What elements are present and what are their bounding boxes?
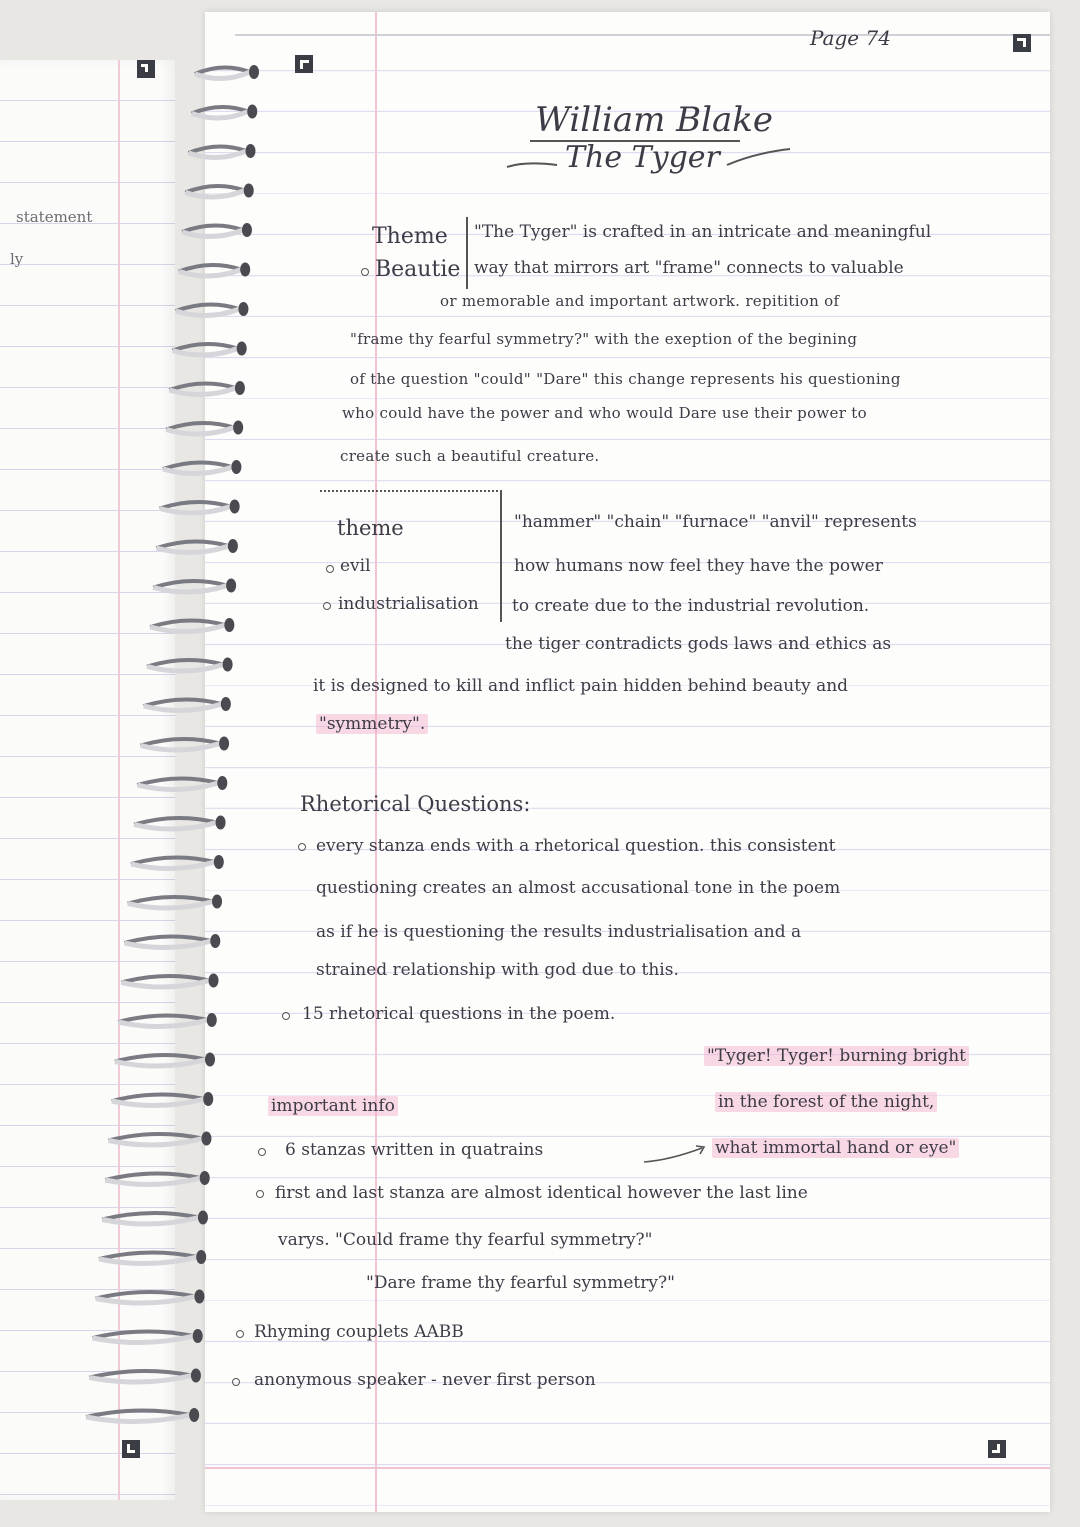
info-line-3: varys. "Could frame thy fearful symmetry?" xyxy=(278,1230,653,1250)
bullet-evil xyxy=(326,565,334,573)
spiral-coil xyxy=(169,381,245,395)
bullet-rhetorical-1 xyxy=(298,843,306,851)
evil-line-6: "symmetry". xyxy=(316,714,428,734)
spiral-coil xyxy=(176,302,249,316)
spiral-coil xyxy=(157,539,238,553)
theme-label-evil: theme xyxy=(337,516,404,540)
page-number: Page 74 xyxy=(810,26,891,50)
spiral-coil xyxy=(195,65,259,79)
info-line-6: anonymous speaker - never first person xyxy=(254,1370,596,1390)
evil-line-3: to create due to the industrial revolution. xyxy=(512,596,870,616)
evil-line-1: "hammer" "chain" "furnace" "anvil" represents xyxy=(514,512,917,532)
info-line-2: first and last stanza are almost identical however the last line xyxy=(275,1183,808,1203)
bullet-rhetorical-2 xyxy=(282,1012,290,1020)
spiral-coil xyxy=(182,223,252,237)
left-page-fragment-ly: ly xyxy=(10,250,24,268)
spiral-coil xyxy=(96,1290,205,1304)
spiral-coil xyxy=(141,737,229,751)
spiral-coil xyxy=(89,1369,201,1383)
beauty-line-6: who could have the power and who would Dare use their power to xyxy=(342,404,867,422)
rhetorical-heading: Rhetorical Questions: xyxy=(300,792,531,816)
spiral-coil xyxy=(189,144,256,158)
spiral-coil xyxy=(192,105,257,119)
spiral-coil xyxy=(137,776,227,790)
spiral-coil xyxy=(99,1250,206,1264)
spiral-coil xyxy=(86,1408,199,1422)
info-line-4: "Dare frame thy fearful symmetry?" xyxy=(366,1273,675,1293)
quote-line-1: "Tyger! Tyger! burning bright xyxy=(704,1046,969,1066)
spiral-coil xyxy=(179,263,250,277)
beauty-line-1: "The Tyger" is crafted in an intricate and meaningful xyxy=(474,222,932,242)
bullet-beauty xyxy=(361,268,369,276)
rhetorical-line-1: every stanza ends with a rhetorical question. this consistent xyxy=(316,836,836,856)
bullet-industrialisation xyxy=(323,602,331,610)
theme-label-beauty: Theme xyxy=(372,224,448,249)
bullet-info-3 xyxy=(236,1330,244,1338)
theme-bullet-evil: evil xyxy=(340,556,371,576)
spiral-coil xyxy=(144,697,231,711)
spiral-coil xyxy=(118,1013,217,1027)
theme-bullet-industrialisation: industrialisation xyxy=(338,594,479,614)
rhetorical-line-2: questioning creates an almost accusational tone in the poem xyxy=(316,878,841,898)
info-line-1: 6 stanzas written in quatrains xyxy=(285,1140,544,1160)
spiral-coil xyxy=(185,184,253,198)
quote-line-3: what immortal hand or eye" xyxy=(712,1138,959,1158)
beauty-line-5: of the question "could" "Dare" this change represents his questioning xyxy=(350,370,901,388)
rhetorical-line-5: 15 rhetorical questions in the poem. xyxy=(302,1004,616,1024)
spiral-coil xyxy=(125,934,221,948)
left-page-fragment-statement: statement xyxy=(16,208,93,226)
evil-line-5: it is designed to kill and inflict pain hidden behind beauty and xyxy=(313,676,849,696)
evil-line-2: how humans now feel they have the power xyxy=(514,556,883,576)
spiral-coil xyxy=(163,460,241,474)
spiral-coil xyxy=(102,1211,208,1225)
title-flourish xyxy=(505,145,795,175)
spiral-coil xyxy=(109,1132,212,1146)
bullet-info-2 xyxy=(256,1190,264,1198)
poem-title: The Tyger xyxy=(565,140,720,175)
page-top-rule xyxy=(235,34,1050,36)
rhetorical-line-4: strained relationship with god due to this. xyxy=(316,960,679,980)
spiral-coil xyxy=(112,1092,213,1106)
spiral-coil xyxy=(153,579,236,593)
spiral-coil xyxy=(160,500,240,514)
beauty-line-2: way that mirrors art "frame" connects to valuable xyxy=(474,258,904,278)
spiral-coil xyxy=(115,1053,215,1067)
info-heading: important info xyxy=(268,1096,398,1116)
page-bottom-line xyxy=(205,1467,1050,1469)
beauty-line-7: create such a beautiful creature. xyxy=(340,447,600,465)
spiral-coil xyxy=(150,618,234,632)
spiral-binding xyxy=(0,0,320,1527)
bullet-info-4 xyxy=(232,1378,240,1386)
quote-line-2: in the forest of the night, xyxy=(715,1092,937,1112)
spiral-coil xyxy=(147,658,233,672)
info-line-5: Rhyming couplets AABB xyxy=(254,1322,464,1342)
spiral-coil xyxy=(121,974,218,988)
author-title: William Blake xyxy=(535,100,774,140)
theme-bullet-beauty: Beautie xyxy=(375,257,461,282)
beauty-line-3: or memorable and important artwork. repitition of xyxy=(440,292,840,310)
corner-marker-bottom-right xyxy=(988,1440,1006,1458)
spiral-coil xyxy=(166,421,243,435)
rhetorical-line-3: as if he is questioning the results industrialisation and a xyxy=(316,922,802,942)
spiral-coil xyxy=(105,1171,209,1185)
evil-line-4: the tiger contradicts gods laws and ethics as xyxy=(505,634,892,654)
beauty-line-4: "frame thy fearful symmetry?" with the exeption of the begining xyxy=(350,330,858,348)
bullet-info-1 xyxy=(258,1148,266,1156)
quote-arrow xyxy=(640,1140,720,1170)
spiral-coil xyxy=(128,895,222,909)
spiral-coil xyxy=(131,855,224,869)
spiral-coil xyxy=(93,1329,203,1343)
corner-marker-top-right xyxy=(1013,34,1031,52)
spiral-coil xyxy=(173,342,247,356)
spiral-coil xyxy=(134,816,225,830)
